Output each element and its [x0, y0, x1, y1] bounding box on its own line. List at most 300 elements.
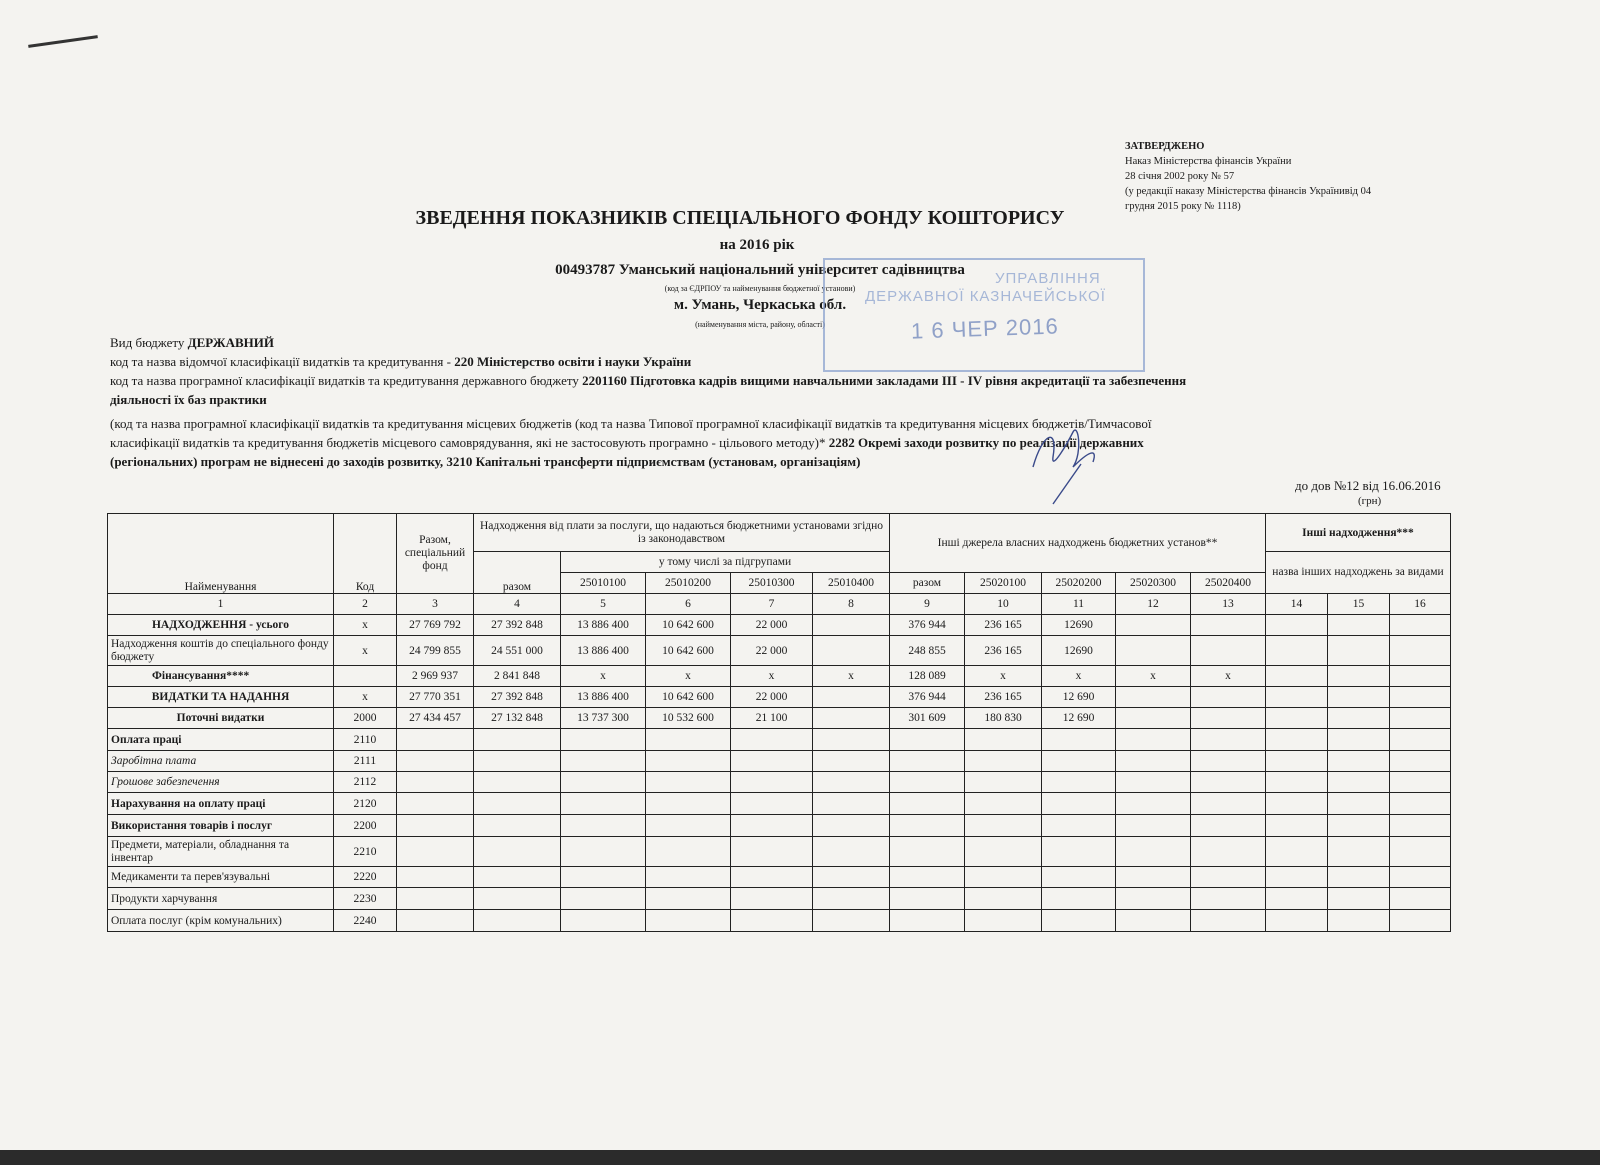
row-cell-col11: [1042, 910, 1116, 932]
local-class-line-2: [110, 433, 1144, 452]
row-cell-col15: [1328, 615, 1390, 636]
row-cell-col8: [813, 867, 890, 888]
approval-line: грудня 2015 року № 1118): [1125, 201, 1241, 212]
row-cell-col11: 12 690: [1042, 687, 1116, 708]
row-cell-col14: [1266, 772, 1328, 793]
program-class-line-2: [110, 390, 267, 409]
column-number: 10: [965, 594, 1042, 615]
row-cell-col4: [474, 729, 561, 751]
row-cell-col8: [813, 815, 890, 837]
row-cell-col15: [1328, 666, 1390, 687]
row-cell-col15: [1328, 837, 1390, 867]
row-cell-col9: 376 944: [890, 687, 965, 708]
row-cell-col3: [397, 837, 474, 867]
approval-line: (у редакції наказу Міністерства фінансів Українивід 04: [1125, 186, 1372, 197]
row-cell-col13: [1191, 815, 1266, 837]
row-cell-col5: 13 886 400: [561, 687, 646, 708]
row-cell-col16: [1390, 666, 1451, 687]
row-cell-col16: [1390, 772, 1451, 793]
departmental-class-line: [110, 352, 691, 371]
row-cell-col3: [397, 867, 474, 888]
row-cell-col14: [1266, 687, 1328, 708]
column-number: 4: [474, 594, 561, 615]
row-cell-col3: 2 969 937: [397, 666, 474, 687]
table-row: [108, 772, 1451, 793]
table-row: [108, 666, 1451, 687]
row-name: НАДХОДЖЕННЯ - усього: [108, 615, 334, 636]
approval-block: [1125, 139, 1415, 214]
row-name: Оплата послуг (крім комунальних): [108, 910, 334, 932]
row-cell-col5: х: [561, 666, 646, 687]
row-cell-col12: х: [1116, 666, 1191, 687]
row-cell-col3: [397, 815, 474, 837]
table-row: [108, 793, 1451, 815]
row-cell-col16: [1390, 793, 1451, 815]
table-body: [108, 615, 1451, 932]
row-name: Фінансування****: [108, 666, 334, 687]
row-name: Надходження коштів до спеціального фонду бюджету: [108, 636, 334, 666]
row-cell-col13: [1191, 910, 1266, 932]
row-cell-col11: 12690: [1042, 636, 1116, 666]
row-cell-col10: 236 165: [965, 687, 1042, 708]
table-row: [108, 729, 1451, 751]
row-cell-col9: [890, 729, 965, 751]
row-cell-col9: [890, 772, 965, 793]
amendment-ref: до дов №12 від 16.06.2016: [1295, 478, 1441, 493]
row-cell-col6: [646, 729, 731, 751]
row-cell-col7: [731, 837, 813, 867]
column-number: 5: [561, 594, 646, 615]
row-cell-col3: 27 770 351: [397, 687, 474, 708]
column-number: 12: [1116, 594, 1191, 615]
header-name: Найменування: [108, 514, 334, 594]
city-note: (найменування міста, району, області): [695, 320, 825, 329]
row-cell-col8: [813, 687, 890, 708]
table-row: [108, 888, 1451, 910]
row-cell-col11: 12690: [1042, 615, 1116, 636]
row-cell-col3: 27 434 457: [397, 708, 474, 729]
row-cell-col4: 2 841 848: [474, 666, 561, 687]
row-cell-col4: [474, 772, 561, 793]
row-cell-col8: [813, 636, 890, 666]
row-cell-col3: [397, 772, 474, 793]
column-number-row: [108, 594, 1451, 615]
row-cell-col8: [813, 772, 890, 793]
row-cell-col15: [1328, 687, 1390, 708]
approval-line: Наказ Міністерства фінансів України: [1125, 156, 1292, 167]
row-cell-col5: [561, 793, 646, 815]
row-cell-col10: [965, 888, 1042, 910]
column-number: 3: [397, 594, 474, 615]
row-code: 2120: [334, 793, 397, 815]
row-cell-col4: 24 551 000: [474, 636, 561, 666]
row-code: 2110: [334, 729, 397, 751]
signature: [1013, 412, 1123, 507]
row-cell-col8: [813, 910, 890, 932]
row-cell-col13: [1191, 687, 1266, 708]
column-number: 1: [108, 594, 334, 615]
row-cell-col10: 236 165: [965, 615, 1042, 636]
approval-title: ЗАТВЕРДЖЕНО: [1125, 141, 1205, 152]
row-cell-col3: 27 769 792: [397, 615, 474, 636]
row-cell-col9: 301 609: [890, 708, 965, 729]
row-cell-col10: х: [965, 666, 1042, 687]
row-cell-col10: 236 165: [965, 636, 1042, 666]
row-code: 2000: [334, 708, 397, 729]
row-name: Продукти харчування: [108, 888, 334, 910]
row-cell-col5: [561, 772, 646, 793]
row-cell-col7: 22 000: [731, 615, 813, 636]
row-cell-col13: [1191, 729, 1266, 751]
row-cell-col10: [965, 772, 1042, 793]
row-cell-col14: [1266, 910, 1328, 932]
row-cell-col5: [561, 815, 646, 837]
row-cell-col6: [646, 910, 731, 932]
row-cell-col6: 10 642 600: [646, 615, 731, 636]
header-subgroup-code: 25010400: [813, 573, 890, 594]
row-cell-col12: [1116, 708, 1191, 729]
row-cell-col6: 10 642 600: [646, 636, 731, 666]
row-cell-col5: 13 886 400: [561, 636, 646, 666]
column-number: 15: [1328, 594, 1390, 615]
row-cell-col6: [646, 867, 731, 888]
header-subgroup-code: 25020100: [965, 573, 1042, 594]
row-cell-col8: [813, 751, 890, 772]
row-cell-col10: [965, 815, 1042, 837]
row-cell-col15: [1328, 867, 1390, 888]
row-cell-col11: [1042, 751, 1116, 772]
row-cell-col11: х: [1042, 666, 1116, 687]
row-cell-col14: [1266, 615, 1328, 636]
column-number: 2: [334, 594, 397, 615]
header-subgroup-code: 25020400: [1191, 573, 1266, 594]
row-cell-col5: [561, 729, 646, 751]
row-cell-col15: [1328, 636, 1390, 666]
row-cell-col4: [474, 867, 561, 888]
row-cell-col6: 10 642 600: [646, 687, 731, 708]
row-cell-col10: [965, 729, 1042, 751]
row-code: 2230: [334, 888, 397, 910]
row-cell-col10: [965, 793, 1042, 815]
table-row: [108, 867, 1451, 888]
row-cell-col6: [646, 815, 731, 837]
row-cell-col6: 10 532 600: [646, 708, 731, 729]
row-cell-col13: [1191, 793, 1266, 815]
column-number: 14: [1266, 594, 1328, 615]
row-cell-col9: [890, 910, 965, 932]
row-cell-col13: [1191, 888, 1266, 910]
row-cell-col11: [1042, 729, 1116, 751]
budget-type-value: ДЕРЖАВНИЙ: [187, 335, 274, 350]
row-cell-col13: [1191, 772, 1266, 793]
row-cell-col9: [890, 867, 965, 888]
row-cell-col4: 27 392 848: [474, 687, 561, 708]
header-subgroup-code: 25020300: [1116, 573, 1191, 594]
table-row: [108, 687, 1451, 708]
row-cell-col3: [397, 729, 474, 751]
row-cell-col16: [1390, 615, 1451, 636]
row-cell-col5: 13 886 400: [561, 615, 646, 636]
row-cell-col12: [1116, 615, 1191, 636]
currency-unit: (грн): [1358, 495, 1382, 507]
row-name: Використання товарів і послуг: [108, 815, 334, 837]
row-cell-col12: [1116, 793, 1191, 815]
document-title: ЗВЕДЕННЯ ПОКАЗНИКІВ СПЕЦІАЛЬНОГО ФОНДУ КОШТОРИСУ: [415, 207, 1065, 229]
row-code: х: [334, 615, 397, 636]
row-cell-col4: [474, 910, 561, 932]
row-name: ВИДАТКИ ТА НАДАННЯ: [108, 687, 334, 708]
stamp-date: 1 6 ЧЕР 2016: [910, 313, 1060, 344]
row-cell-col16: [1390, 708, 1451, 729]
row-code: 2200: [334, 815, 397, 837]
row-cell-col14: [1266, 751, 1328, 772]
row-cell-col15: [1328, 772, 1390, 793]
row-cell-col14: [1266, 793, 1328, 815]
row-name: Предмети, матеріали, обладнання та інвентар: [108, 837, 334, 867]
stamp-line: ДЕРЖАВНОЇ КАЗНАЧЕЙСЬКОЇ: [865, 288, 1106, 305]
header-subgroup-code: 25010100: [561, 573, 646, 594]
header-subgroup-code: 25010300: [731, 573, 813, 594]
table-row: [108, 636, 1451, 666]
program-class-value-cont: діяльності їх баз практики: [110, 392, 267, 407]
row-cell-col7: 22 000: [731, 636, 813, 666]
row-cell-col4: [474, 888, 561, 910]
row-cell-col16: [1390, 687, 1451, 708]
row-code: 2240: [334, 910, 397, 932]
row-cell-col8: [813, 729, 890, 751]
row-cell-col13: [1191, 751, 1266, 772]
row-cell-col15: [1328, 751, 1390, 772]
row-cell-col15: [1328, 729, 1390, 751]
row-cell-col16: [1390, 888, 1451, 910]
row-cell-col13: [1191, 867, 1266, 888]
row-cell-col14: [1266, 888, 1328, 910]
row-cell-col8: [813, 615, 890, 636]
row-cell-col12: [1116, 867, 1191, 888]
row-cell-col12: [1116, 687, 1191, 708]
row-cell-col8: х: [813, 666, 890, 687]
row-cell-col14: [1266, 867, 1328, 888]
row-cell-col12: [1116, 772, 1191, 793]
row-cell-col12: [1116, 910, 1191, 932]
row-cell-col9: 376 944: [890, 615, 965, 636]
column-number: 13: [1191, 594, 1266, 615]
row-cell-col10: [965, 867, 1042, 888]
row-cell-col4: [474, 815, 561, 837]
row-cell-col12: [1116, 888, 1191, 910]
row-cell-col9: [890, 815, 965, 837]
row-cell-col4: [474, 837, 561, 867]
row-cell-col15: [1328, 888, 1390, 910]
table-row: [108, 708, 1451, 729]
row-cell-col6: [646, 772, 731, 793]
row-cell-col11: [1042, 772, 1116, 793]
row-cell-col14: [1266, 708, 1328, 729]
row-cell-col5: [561, 888, 646, 910]
row-cell-col7: [731, 793, 813, 815]
row-cell-col3: [397, 793, 474, 815]
row-name: Грошове забезпечення: [108, 772, 334, 793]
row-cell-col6: [646, 888, 731, 910]
row-cell-col11: [1042, 815, 1116, 837]
row-cell-col7: [731, 888, 813, 910]
row-cell-col7: [731, 729, 813, 751]
row-cell-col13: х: [1191, 666, 1266, 687]
program-class-label: код та назва програмної класифікації видатків та кредитування державного бюджету: [110, 373, 583, 388]
row-cell-col16: [1390, 867, 1451, 888]
column-number: 16: [1390, 594, 1451, 615]
row-cell-col9: [890, 837, 965, 867]
row-cell-col6: [646, 837, 731, 867]
estimate-table: [107, 513, 1451, 932]
header-fees-subgroups: у тому числі за підгрупами: [561, 552, 890, 573]
row-cell-col7: [731, 815, 813, 837]
row-cell-col9: [890, 888, 965, 910]
treasury-stamp: [823, 258, 1145, 372]
row-cell-col8: [813, 793, 890, 815]
row-cell-col3: [397, 910, 474, 932]
city-name: м. Умань, Черкаська обл.: [673, 297, 847, 313]
row-cell-col11: 12 690: [1042, 708, 1116, 729]
header-other-sources: Інші джерела власних надходжень бюджетних установ**: [890, 514, 1266, 573]
row-cell-col16: [1390, 837, 1451, 867]
row-cell-col7: [731, 751, 813, 772]
row-cell-col13: [1191, 636, 1266, 666]
row-cell-col10: [965, 751, 1042, 772]
document-year: на 2016 рік: [719, 237, 795, 253]
departmental-class-value: 220 Міністерство освіти і науки України: [454, 354, 692, 369]
row-cell-col7: [731, 910, 813, 932]
row-cell-col16: [1390, 636, 1451, 666]
stamp-line: УПРАВЛІННЯ: [995, 270, 1101, 287]
local-class-line: [110, 414, 1151, 433]
row-name: Поточні видатки: [108, 708, 334, 729]
institution-name: 00493787 Уманський національний університет садівництва: [555, 262, 965, 278]
row-cell-col11: [1042, 867, 1116, 888]
row-cell-col11: [1042, 793, 1116, 815]
approval-line: 28 січня 2002 року № 57: [1125, 171, 1235, 182]
table-row: [108, 615, 1451, 636]
column-number: 11: [1042, 594, 1116, 615]
row-cell-col10: [965, 837, 1042, 867]
row-cell-col14: [1266, 636, 1328, 666]
column-number: 6: [646, 594, 731, 615]
row-cell-col15: [1328, 910, 1390, 932]
header-misc-sub: назва інших надходжень за видами: [1266, 552, 1451, 594]
row-cell-col11: [1042, 837, 1116, 867]
header-subgroup-code: 25010200: [646, 573, 731, 594]
header-fees: Надходження від плати за послуги, що надаються бюджетними установами згідно із законодавством: [474, 514, 890, 552]
row-cell-col15: [1328, 815, 1390, 837]
row-cell-col3: [397, 751, 474, 772]
row-name: Нарахування на оплату праці: [108, 793, 334, 815]
local-class-value: 2282 Окремі заходи розвитку по реалізації державних: [828, 435, 1144, 450]
row-cell-col12: [1116, 837, 1191, 867]
header-total: Разом, спеціальний фонд: [397, 514, 474, 594]
row-cell-col12: [1116, 729, 1191, 751]
row-cell-col5: [561, 837, 646, 867]
local-class-label: (код та назва програмної класифікації видатків та кредитування місцевих бюджетів (код та назва Типової програмної класифікації видатків та кредитування місцевих бюджетів/Тимчасової: [110, 416, 1152, 431]
table-row: [108, 910, 1451, 932]
row-cell-col7: х: [731, 666, 813, 687]
row-cell-col4: [474, 793, 561, 815]
local-class-line-3: [110, 452, 860, 471]
row-code: 2111: [334, 751, 397, 772]
row-cell-col14: [1266, 666, 1328, 687]
row-cell-col8: [813, 837, 890, 867]
row-cell-col4: 27 132 848: [474, 708, 561, 729]
column-number: 7: [731, 594, 813, 615]
scan-edge: [0, 1150, 1600, 1165]
row-cell-col9: 128 089: [890, 666, 965, 687]
row-cell-col6: х: [646, 666, 731, 687]
row-cell-col14: [1266, 729, 1328, 751]
row-cell-col8: [813, 708, 890, 729]
row-code: 2210: [334, 837, 397, 867]
row-cell-col13: [1191, 615, 1266, 636]
budget-type-label: Вид бюджету: [110, 335, 188, 350]
row-cell-col5: [561, 867, 646, 888]
table-row: [108, 751, 1451, 772]
row-code: х: [334, 687, 397, 708]
row-cell-col4: 27 392 848: [474, 615, 561, 636]
row-code: х: [334, 636, 397, 666]
table-row: [108, 815, 1451, 837]
header-code: Код: [334, 514, 397, 594]
row-cell-col6: [646, 751, 731, 772]
row-cell-col9: [890, 751, 965, 772]
row-cell-col16: [1390, 751, 1451, 772]
row-code: 2220: [334, 867, 397, 888]
row-cell-col9: [890, 793, 965, 815]
program-class-value: 2201160 Підготовка кадрів вищими навчальними закладами ІІІ - ІV рівня акредитації та забезпечення: [582, 373, 1187, 388]
row-cell-col5: [561, 751, 646, 772]
row-cell-col9: 248 855: [890, 636, 965, 666]
local-class-value-cont: (регіональних) програм не віднесені до заходів розвитку, 3210 Капітальні трансферти підприємствам (установам, організаціям): [110, 454, 861, 469]
row-cell-col5: 13 737 300: [561, 708, 646, 729]
header-misc: Інші надходження***: [1266, 514, 1451, 552]
row-cell-col15: [1328, 708, 1390, 729]
column-number: 9: [890, 594, 965, 615]
row-cell-col16: [1390, 910, 1451, 932]
row-cell-col12: [1116, 751, 1191, 772]
program-class-line: [110, 371, 1186, 390]
pen-mark: [28, 35, 98, 48]
row-cell-col10: [965, 910, 1042, 932]
row-cell-col13: [1191, 708, 1266, 729]
row-cell-col11: [1042, 888, 1116, 910]
row-code: 2112: [334, 772, 397, 793]
row-cell-col3: [397, 888, 474, 910]
header-fees-sum: разом: [474, 552, 561, 594]
row-cell-col7: [731, 867, 813, 888]
header-other-sum: разом: [890, 573, 965, 594]
row-cell-col14: [1266, 815, 1328, 837]
institution-note: (код за ЄДРПОУ та найменування бюджетної установи): [664, 284, 856, 293]
local-class-label-cont: класифікації видатків та кредитування бюджетів місцевого самоврядування, які не застосовують програмно - цільового методу)*: [110, 435, 829, 450]
row-cell-col8: [813, 888, 890, 910]
row-cell-col7: 21 100: [731, 708, 813, 729]
row-cell-col7: 22 000: [731, 687, 813, 708]
row-cell-col4: [474, 751, 561, 772]
table-row: [108, 837, 1451, 867]
row-name: Оплата праці: [108, 729, 334, 751]
budget-type-line: [110, 333, 274, 352]
row-cell-col13: [1191, 837, 1266, 867]
row-cell-col10: 180 830: [965, 708, 1042, 729]
header-subgroup-code: 25020200: [1042, 573, 1116, 594]
row-name: Заробітна плата: [108, 751, 334, 772]
